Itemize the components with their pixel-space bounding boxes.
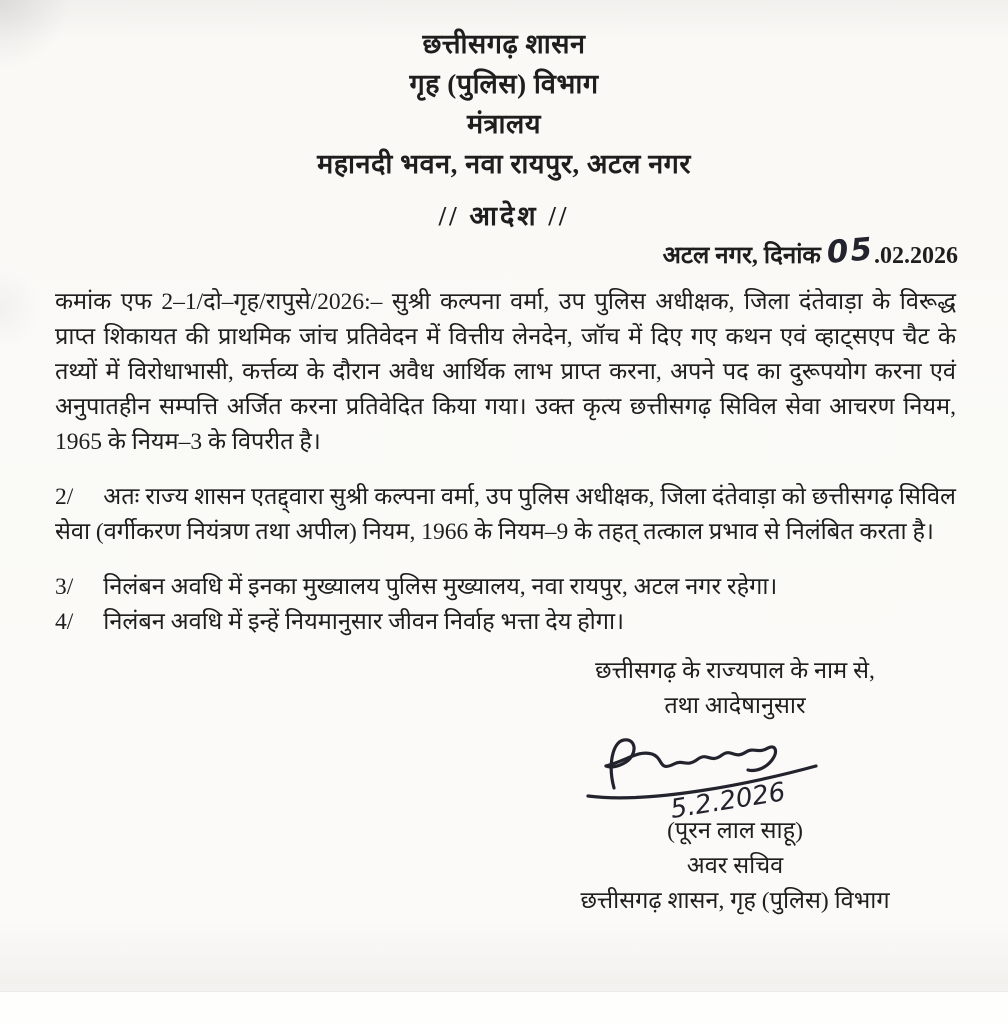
signature-scribble-icon — [580, 726, 900, 826]
handwritten-signature-area — [510, 728, 960, 824]
paragraph-number: 3/ — [55, 574, 74, 600]
dateline — [0, 231, 958, 271]
paragraph-text: निलंबन अवधि में इन्हें नियमानुसार जीवन निर्वाह भत्ता देय होगा। — [103, 609, 624, 635]
ministry-name: मंत्रालय — [466, 109, 541, 139]
paragraph-3 — [55, 570, 956, 605]
paragraph-2 — [55, 480, 956, 550]
order-title: // आदेश // — [438, 201, 570, 231]
letterhead — [0, 0, 1008, 184]
government-name: छत्तीसगढ़ शासन — [422, 29, 586, 59]
paragraph-text: कमांक एफ 2–1/दो–गृह/रापुसे/2026:– सुश्री कल्पना वर्मा, उप पुलिस अधीक्षक, जिला दंतेवाड़ा के विरूद्ध प्राप्त शिकायत की प्राथमिक जांच प्रतिवेदन में वित्तीय लेनदेन, जॉच में दिए गए कथन एवं व्हाट्सएप चैट के तथ्यों में विरोधाभासी, कर्त्तव्य के दौरान अवैध आर्थिक लाभ प्राप्त करना, अपने पद का दुरूपयोग करना एवं अनुपातहीन सम्पत्ति अर्जित करना प्रतिवेदित किया गया। उक्त कृत्य छत्तीसगढ़ सिविल सेवा आचरण नियम, 1965 के नियम–3 के विपरीत है। — [55, 289, 956, 455]
dateline-rest: .02.2026 — [874, 243, 958, 269]
authority-line: छत्तीसगढ़ के राज्यपाल के नाम से, — [595, 658, 875, 684]
paragraph-4 — [55, 605, 956, 640]
paragraph-number: 4/ — [55, 609, 74, 635]
paragraph-number: 2/ — [55, 484, 74, 510]
department-name: गृह (पुलिस) विभाग — [409, 69, 599, 99]
signatory-designation: अवर सचिव — [686, 853, 784, 879]
dateline-place: अटल नगर, दिनांक — [662, 243, 827, 269]
paragraph-text: अतः राज्य शासन एतद्द्वारा सुश्री कल्पना वर्मा, उप पुलिस अधीक्षक, जिला दंतेवाड़ा को छत्तीसगढ़ सिविल सेवा (वर्गीकरण नियंत्रण तथा अपील) नियम, 1966 के नियम–9 के तहत् तत्काल प्रभाव से निलंबित करता है। — [55, 484, 956, 545]
page-bottom-edge — [0, 991, 1008, 1024]
paragraph-order-number — [55, 285, 956, 460]
signatory-name: (पूरन लाल साहू) — [667, 818, 803, 844]
office-address: महानदी भवन, नवा रायपुर, अटल नगर — [317, 149, 691, 179]
signatory-department: छत्तीसगढ़ शासन, गृह (पुलिस) विभाग — [580, 888, 890, 914]
paragraph-text: निलंबन अवधि में इनका मुख्यालय पुलिस मुख्यालय, नवा रायपुर, अटल नगर रहेगा। — [103, 574, 778, 600]
signature-date: 5.2.2026 — [668, 777, 788, 825]
handwritten-day: 05 — [825, 231, 876, 271]
order-body — [55, 285, 956, 640]
by-order-line: तथा आदेषानुसार — [664, 693, 806, 719]
signature-block — [510, 654, 960, 919]
